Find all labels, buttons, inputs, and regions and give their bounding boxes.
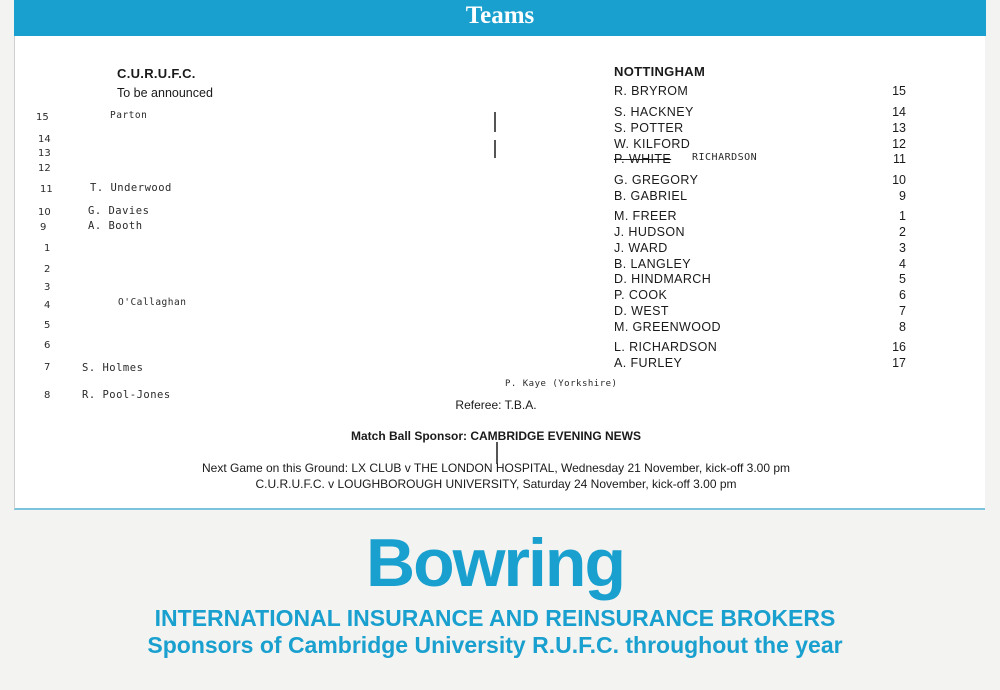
hw-player-name: Parton bbox=[110, 110, 148, 121]
player-number: 3 bbox=[899, 241, 906, 255]
player-name: D. WEST bbox=[614, 304, 669, 318]
player-number: 11 bbox=[893, 152, 906, 166]
page-title: Teams bbox=[465, 2, 535, 29]
player-number: 2 bbox=[899, 225, 906, 239]
hw-number: 13 bbox=[38, 148, 51, 159]
player-name-struck: P. WHITE bbox=[614, 152, 672, 166]
hw-player-name: A. Booth bbox=[88, 220, 143, 232]
player-name: L. RICHARDSON bbox=[614, 340, 718, 354]
player-number: 16 bbox=[892, 340, 906, 354]
player-number: 13 bbox=[892, 121, 906, 135]
referee-line: Referee: T.B.A. bbox=[455, 398, 537, 412]
hw-number: 15 bbox=[36, 112, 49, 123]
next-game-line-1: Next Game on this Ground: LX CLUB v THE LONDON HOSPITAL, Wednesday 21 November, kick-off 3.00 pm bbox=[201, 461, 791, 475]
fold-mark-top bbox=[494, 112, 496, 132]
hw-player-name: G. Davies bbox=[88, 205, 150, 217]
player-name: A. FURLEY bbox=[614, 356, 683, 370]
hw-player-name: T. Underwood bbox=[90, 182, 172, 194]
player-name: B. LANGLEY bbox=[614, 257, 691, 271]
hw-number: 7 bbox=[44, 362, 51, 373]
player-name: W. KILFORD bbox=[614, 137, 691, 151]
player-number: 4 bbox=[899, 257, 906, 271]
hw-number: 6 bbox=[44, 340, 51, 351]
hw-number: 11 bbox=[40, 184, 53, 195]
hw-player-name: S. Holmes bbox=[82, 362, 144, 374]
hw-number: 3 bbox=[44, 282, 51, 293]
player-name: G. GREGORY bbox=[614, 173, 699, 187]
next-game-line-2: C.U.R.U.F.C. v LOUGHBOROUGH UNIVERSITY, Saturday 24 November, kick-off 3.00 pm bbox=[255, 477, 737, 491]
hw-number: 4 bbox=[44, 300, 51, 311]
player-number: 9 bbox=[899, 189, 906, 203]
player-number: 6 bbox=[899, 288, 906, 302]
player-name: B. GABRIEL bbox=[614, 189, 688, 203]
hw-player-name: R. Pool-Jones bbox=[82, 389, 171, 401]
fold-mark-middle bbox=[494, 140, 496, 158]
player-name: S. HACKNEY bbox=[614, 105, 694, 119]
hw-number: 5 bbox=[44, 320, 51, 331]
hw-player-name: O'Callaghan bbox=[118, 297, 187, 308]
home-team-title: C.U.R.U.F.C. bbox=[117, 66, 196, 81]
hw-number: 12 bbox=[38, 163, 51, 174]
player-number: 15 bbox=[892, 84, 906, 98]
hw-replacement-name: RICHARDSON bbox=[692, 152, 758, 163]
player-name: R. BRYROM bbox=[614, 84, 689, 98]
player-name: S. POTTER bbox=[614, 121, 684, 135]
hw-number: 14 bbox=[38, 134, 51, 145]
away-team-title: NOTTINGHAM bbox=[614, 64, 706, 79]
hw-referee-name: P. Kaye (Yorkshire) bbox=[505, 379, 618, 389]
player-number: 5 bbox=[899, 272, 906, 286]
player-number: 17 bbox=[892, 356, 906, 370]
player-number: 1 bbox=[899, 209, 906, 223]
player-name: M. GREENWOOD bbox=[614, 320, 721, 334]
player-name: D. HINDMARCH bbox=[614, 272, 712, 286]
player-name: P. COOK bbox=[614, 288, 668, 302]
player-number: 14 bbox=[892, 105, 906, 119]
player-name: J. WARD bbox=[614, 241, 668, 255]
hw-number: 10 bbox=[38, 207, 51, 218]
hw-number: 8 bbox=[44, 390, 51, 401]
advert-tagline-1: INTERNATIONAL INSURANCE AND REINSURANCE BROKERS bbox=[154, 605, 836, 631]
player-number: 10 bbox=[892, 173, 906, 187]
sponsor-line: Match Ball Sponsor: CAMBRIDGE EVENING NEWS bbox=[350, 429, 642, 443]
bowring-logo: Bowring bbox=[366, 525, 624, 601]
player-name: M. FREER bbox=[614, 209, 677, 223]
hw-number: 1 bbox=[44, 243, 51, 254]
player-name: J. HUDSON bbox=[614, 225, 685, 239]
header-band bbox=[14, 0, 986, 36]
player-number: 7 bbox=[899, 304, 906, 318]
hw-number: 2 bbox=[44, 264, 51, 275]
player-number: 8 bbox=[899, 320, 906, 334]
home-team-note: To be announced bbox=[117, 86, 213, 100]
advert-tagline-2: Sponsors of Cambridge University R.U.F.C. throughout the year bbox=[147, 632, 843, 658]
player-number: 12 bbox=[892, 137, 906, 151]
hw-number: 9 bbox=[40, 222, 47, 233]
